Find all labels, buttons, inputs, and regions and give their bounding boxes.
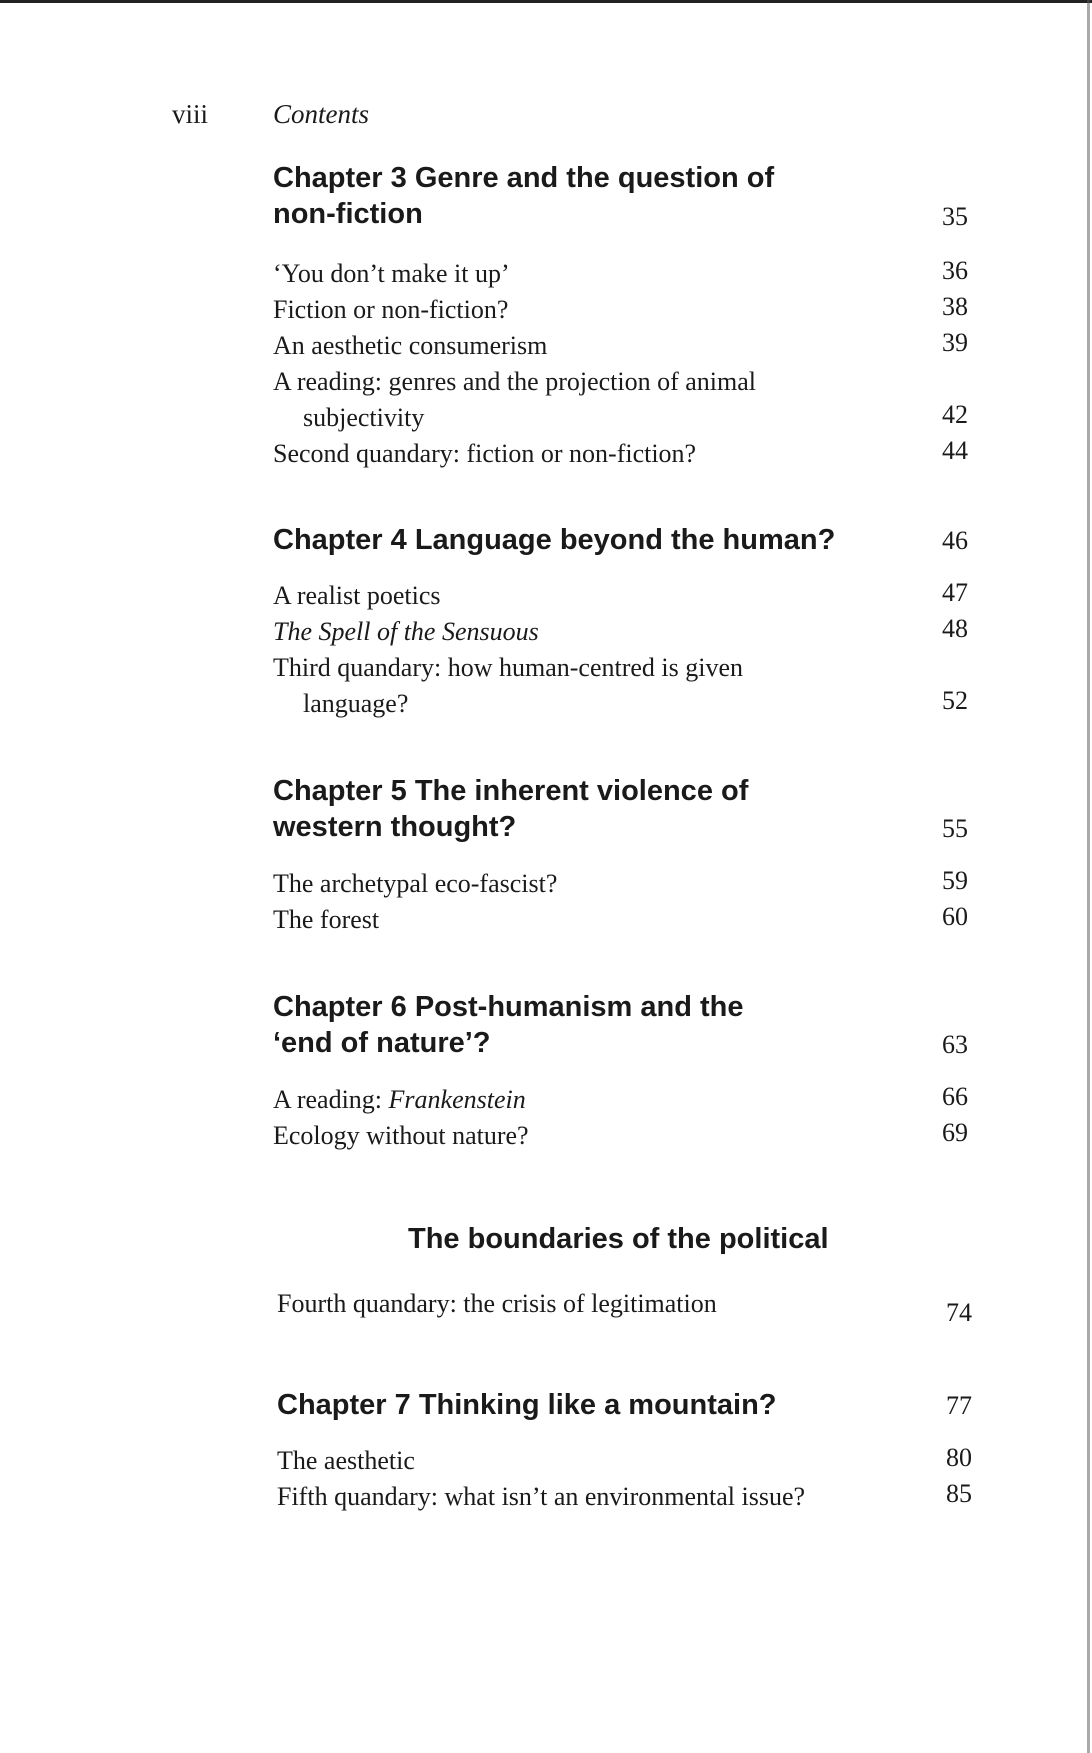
toc-entry-page: 47 — [942, 578, 968, 607]
toc-entry-text: Third quandary: how human-centred is given — [273, 653, 744, 682]
page-edge-right — [1087, 0, 1090, 1753]
toc-entry-page: 48 — [942, 614, 968, 643]
toc-entry: Second quandary: fiction or non-fiction? — [273, 439, 697, 468]
toc-entry-text: A reading: genres and the projection of animal — [273, 367, 757, 396]
toc-entry: A realist poetics — [273, 581, 441, 610]
chapter-5-heading — [273, 773, 748, 845]
toc-entry: The Spell of the Sensuous — [273, 617, 539, 646]
chapter-3-heading — [273, 160, 774, 232]
toc-entry-page: 59 — [942, 866, 968, 895]
chapter-5-heading-line2: western thought? — [273, 811, 517, 843]
chapter-6-heading-line1: Chapter 6 Post-humanism and the — [273, 991, 744, 1023]
toc-entry: The aesthetic — [277, 1446, 415, 1475]
chapter-4-heading-line1: Chapter 4 Language beyond the human? — [273, 524, 836, 556]
toc-entry-multiline — [273, 364, 756, 436]
toc-entry-page: 38 — [942, 292, 968, 321]
toc-entry-page: 80 — [946, 1443, 972, 1472]
toc-entry: Fifth quandary: what isn’t an environmental issue? — [277, 1482, 806, 1511]
toc-entry-multiline — [273, 650, 743, 722]
chapter-6-heading-line2: ‘end of nature’? — [273, 1027, 491, 1059]
toc-entry-prefix: A reading: — [273, 1085, 389, 1114]
chapter-7-heading-line1: Chapter 7 Thinking like a mountain? — [277, 1389, 777, 1421]
chapter-6-page: 63 — [942, 1030, 968, 1059]
toc-entry-continuation: language? — [303, 689, 409, 718]
toc-entry: ‘You don’t make it up’ — [273, 259, 510, 288]
chapter-7-heading — [277, 1387, 777, 1423]
page-folio: viii — [172, 99, 209, 129]
toc-entry-page: 44 — [942, 436, 968, 465]
chapter-6-heading — [273, 989, 744, 1061]
chapter-5-page: 55 — [942, 814, 968, 843]
running-title: Contents — [273, 99, 370, 129]
toc-entry: The forest — [273, 905, 380, 934]
toc-entry-page: 85 — [946, 1479, 972, 1508]
toc-entry-page: 66 — [942, 1082, 968, 1111]
toc-entry-page: 74 — [946, 1298, 972, 1327]
toc-entry — [273, 1082, 526, 1118]
chapter-5-heading-line1: Chapter 5 The inherent violence of — [273, 775, 749, 807]
chapter-3-page: 35 — [942, 202, 968, 231]
toc-entry-italic-title: Frankenstein — [388, 1085, 526, 1114]
chapter-7-page: 77 — [946, 1391, 972, 1420]
toc-entry: Fourth quandary: the crisis of legitimation — [277, 1289, 717, 1318]
toc-entry: Ecology without nature? — [273, 1121, 529, 1150]
toc-entry: The archetypal eco-fascist? — [273, 869, 558, 898]
page-edge-top — [0, 0, 1092, 3]
chapter-4-page: 46 — [942, 526, 968, 555]
toc-entry: An aesthetic consumerism — [273, 331, 548, 360]
chapter-4-heading — [273, 522, 835, 558]
toc-entry-page: 52 — [942, 686, 968, 715]
toc-entry-continuation: subjectivity — [303, 403, 425, 432]
toc-entry-page: 69 — [942, 1118, 968, 1147]
part-heading: The boundaries of the political — [408, 1223, 829, 1255]
toc-entry-page: 60 — [942, 902, 968, 931]
toc-entry-page: 36 — [942, 256, 968, 285]
chapter-3-heading-line1: Chapter 3 Genre and the question of — [273, 162, 775, 194]
toc-entry: Fiction or non-fiction? — [273, 295, 509, 324]
toc-entry-page: 39 — [942, 328, 968, 357]
chapter-3-heading-line2: non-fiction — [273, 198, 423, 230]
toc-entry-page: 42 — [942, 400, 968, 429]
